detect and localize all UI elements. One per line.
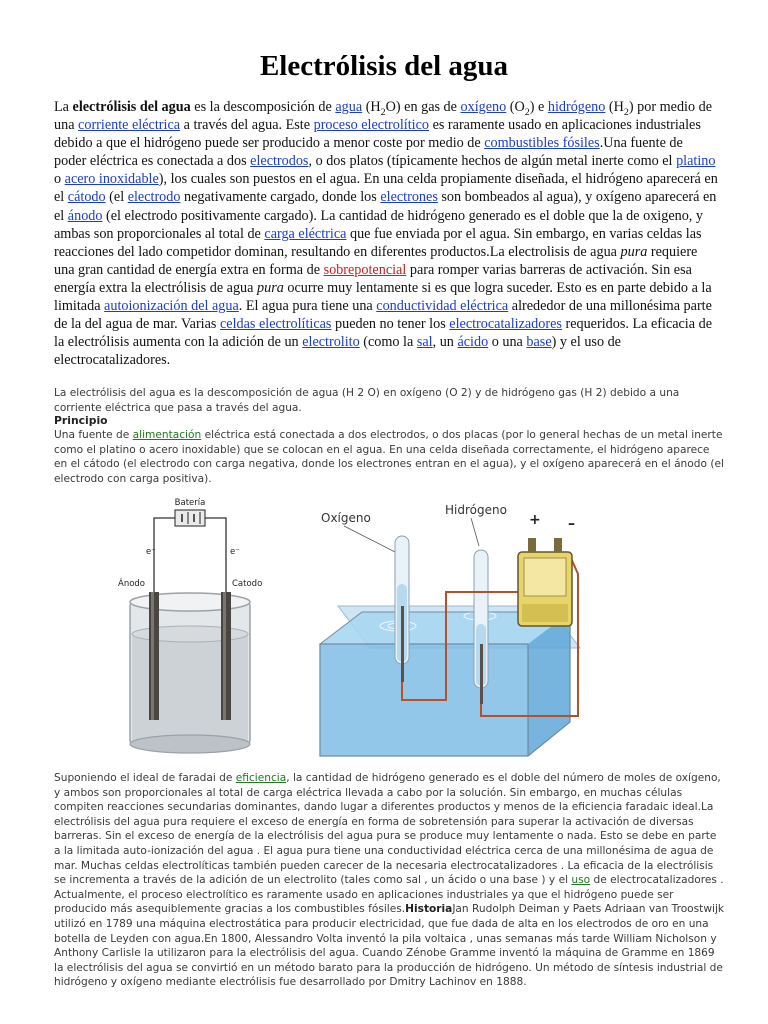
- text: (O: [506, 99, 525, 115]
- electrolysis-illustration: [108, 494, 628, 764]
- bold-term: electrólisis del agua: [72, 99, 191, 115]
- text: requeridos. La eficacia de la electrólisis aumenta con la adición de un: [54, 316, 712, 351]
- link-corriente-electrica[interactable]: corriente eléctrica: [78, 117, 181, 134]
- text: . El agua pura tiene una: [238, 298, 377, 315]
- link-proceso-electrolitico[interactable]: proceso electrolítico: [313, 117, 430, 134]
- link-agua[interactable]: agua: [335, 99, 363, 115]
- label-minus: –: [568, 516, 575, 532]
- tank-diagram: [320, 503, 580, 756]
- beaker-diagram: [118, 498, 262, 753]
- link-electrones[interactable]: electrones: [380, 189, 438, 206]
- text: , la cantidad de hidrógeno generado es el doble del número de moles de oxígeno, y ambos son proporcionales al total de carga eléctrica llevada a cabo por la solución. Sin embargo, en muchas células compiten reacciones secundarias dominantes, dando lugar a diferentes productos y menos de la eficiencia faradaic ideal.La electrólisis del agua pura requiere el exceso de energía en forma de sobretensión para superar la activación de diversas barreras. Sin el exceso de energía de la electrólisis del agua pura se produce muy lentamente o nada. Esto se debe en parte a la limitada auto-ionización del agua . El agua pura tiene una conductividad eléctrica cerca de una millonésima de agua de mar. Muchas celdas electrolíticas también pueden carecer de la necesaria electrocatalizadores . La eficacia de la electrólisis se incrementa a través de la adición de un electrolito (tales como sal , un ácido o una base ) y el: [54, 772, 721, 887]
- text: a través del agua. Este: [180, 117, 314, 134]
- text: es raramente usado en aplicaciones industriales debido a que el hidrógeno puede ser producido a menor coste por medio de: [54, 117, 701, 152]
- text: requiere una gran cantidad de energía extra en forma de: [54, 243, 698, 278]
- link-anodo[interactable]: ánodo: [67, 207, 103, 224]
- link-carga-electrica[interactable]: carga eléctrica: [264, 225, 347, 242]
- text: Una fuente de: [54, 429, 133, 441]
- link-eficiencia[interactable]: eficiencia: [235, 772, 287, 784]
- text: (el electrodo positivamente cargado). La cantidad de hidrógeno generado es el doble que la de oxigeno, y ambas son proporcionales al total de: [54, 207, 703, 242]
- body-paragraph-2: [54, 771, 726, 990]
- text: ocurre muy lentamente si es que logra suceder. Esto es en parte debido a la limitada: [54, 279, 712, 315]
- link-combustibles-fosiles[interactable]: combustibles fósiles: [484, 135, 600, 152]
- link-alimentacion[interactable]: alimentación: [132, 429, 202, 441]
- label-catodo: Catodo: [232, 579, 263, 589]
- principio-paragraph: [54, 428, 726, 486]
- link-acero-inoxidable[interactable]: acero inoxidable: [64, 171, 159, 188]
- link-celdas-electroliticas[interactable]: celdas electrolíticas: [219, 316, 332, 333]
- label-plus: +: [529, 512, 541, 528]
- text: ) por medio de una: [54, 99, 713, 134]
- text: La: [54, 99, 73, 115]
- text: o: [54, 171, 65, 188]
- link-platino[interactable]: platino: [676, 153, 716, 170]
- figure-caption: La electrólisis del agua es la descomposición de agua (H 2 O) en oxígeno (O 2) y de hidrógeno gas (H 2) debido a una corriente eléctrica que pasa a través del agua.: [54, 387, 680, 414]
- inline-heading-historia: Historia: [405, 903, 453, 916]
- link-electrodos[interactable]: electrodos: [250, 153, 309, 170]
- page-title: Electrólisis del agua: [259, 50, 509, 82]
- text: ), los cuales son puestos en el agua. En una celda propiamente diseñada, el hidrógeno aparecerá en el: [54, 171, 718, 206]
- link-sobrepotencial[interactable]: sobrepotencial: [323, 261, 407, 278]
- text: Suponiendo el ideal de faradai de: [54, 772, 236, 784]
- label-bateria: Batería: [174, 498, 206, 508]
- label-electron-left: e⁻: [146, 547, 156, 557]
- text: (como la: [359, 334, 417, 351]
- link-sal[interactable]: sal: [416, 334, 433, 351]
- text: o una: [488, 334, 527, 351]
- label-oxigeno: Oxígeno: [321, 511, 371, 525]
- text: negativamente cargado, donde los: [180, 189, 381, 206]
- text: , un: [432, 334, 458, 351]
- label-hidrogeno: Hidrógeno: [445, 503, 507, 517]
- text: pueden no tener los: [331, 316, 450, 333]
- text: (H: [605, 99, 624, 115]
- text: .Una fuente de poder eléctrica es conectada a dos: [54, 135, 683, 170]
- text: ) e: [529, 99, 548, 115]
- text: son bombeados al agua), y oxígeno aparecerá en el: [54, 189, 717, 224]
- text: Jan Rudolph Deiman y Paets Adriaan van Troostwijk utilizó en 1789 una máquina electrostática para producir electricidad, que fue dada de alta en los electrodos de oro en una botella de Leyden con agua.En 1800, Alessandro Volta inventó la pila voltaica , unas semanas más tarde William Nicholson y Anthony Carlisle la utilizaron para la electrólisis del agua. Cuando Zénobe Gramme inventó la máquina de Gramme en 1869 la electrólisis del agua se convirtió en un método barato para la producción de hidrógeno. Un método de síntesis industrial de hidrógeno y oxígeno mediante electrólisis fue desarrollado por Dmitry Lachinov en 1888.: [54, 903, 725, 989]
- subscript: 2: [380, 106, 386, 118]
- text: ) y el uso de electrocatalizadores.: [54, 334, 621, 369]
- link-acido[interactable]: ácido: [457, 334, 489, 351]
- text: eléctrica está conectada a dos electrodos, o dos placas (por lo general hechas de un metal inerte como el platino o acero inoxidable) que se colocan en el agua. En una celda diseñada correctamente, el hidrógeno aparece en el cátodo (el electrodo con carga negativa, donde los electrones entran en el agua), y el oxígeno aparecerá en el ánodo (el electrodo con carga positiva).: [54, 429, 724, 485]
- text: , o dos platos (típicamente hechos de algún metal inerte como el: [308, 153, 677, 170]
- link-conductividad-electrica[interactable]: conductividad eléctrica: [376, 298, 509, 315]
- italic-term: pura: [257, 279, 284, 296]
- label-electron-right: e⁻: [230, 547, 240, 557]
- text: que fue enviada por el agua. Sin embargo, en varias celdas las reacciones del lado competidor dominan, resultando en diferentes productos.La electrolisis de agua: [54, 225, 702, 260]
- subscript: 2: [623, 106, 629, 118]
- section-heading-principio: Principio: [54, 414, 108, 427]
- link-electrodo[interactable]: electrodo: [127, 189, 181, 206]
- subscript: 2: [524, 106, 530, 118]
- text: alrededor de una millonésima parte de la del agua de mar. Varias: [54, 298, 712, 333]
- link-hidrogeno[interactable]: hidrógeno: [547, 99, 606, 115]
- label-anodo: Ánodo: [118, 579, 145, 589]
- text: O) en gas de: [385, 99, 461, 115]
- link-catodo[interactable]: cátodo: [67, 189, 106, 206]
- link-electrolito[interactable]: electrolito: [302, 334, 360, 351]
- link-uso[interactable]: uso: [571, 874, 591, 887]
- link-electrocatalizadores[interactable]: electrocatalizadores: [449, 316, 562, 333]
- text: es la descomposición de: [190, 99, 336, 115]
- text: para romper varias barreras de activación. Sin esa energía extra la electrólisis de agua: [54, 261, 692, 296]
- link-base[interactable]: base: [526, 334, 552, 351]
- italic-term: pura: [620, 243, 648, 260]
- text: (el: [105, 189, 128, 206]
- intro-paragraph: [54, 98, 718, 369]
- link-autoionizacion[interactable]: autoionización del agua: [104, 298, 239, 315]
- text: (H: [362, 99, 381, 115]
- link-oxigeno[interactable]: oxígeno: [460, 99, 507, 115]
- text: de electrocatalizadores . Actualmente, el proceso electrolítico es raramente usado en aplicaciones industriales ya que el hidrógeno puede ser producido más asequiblemente gracias a los combustibles fósiles.: [54, 874, 724, 916]
